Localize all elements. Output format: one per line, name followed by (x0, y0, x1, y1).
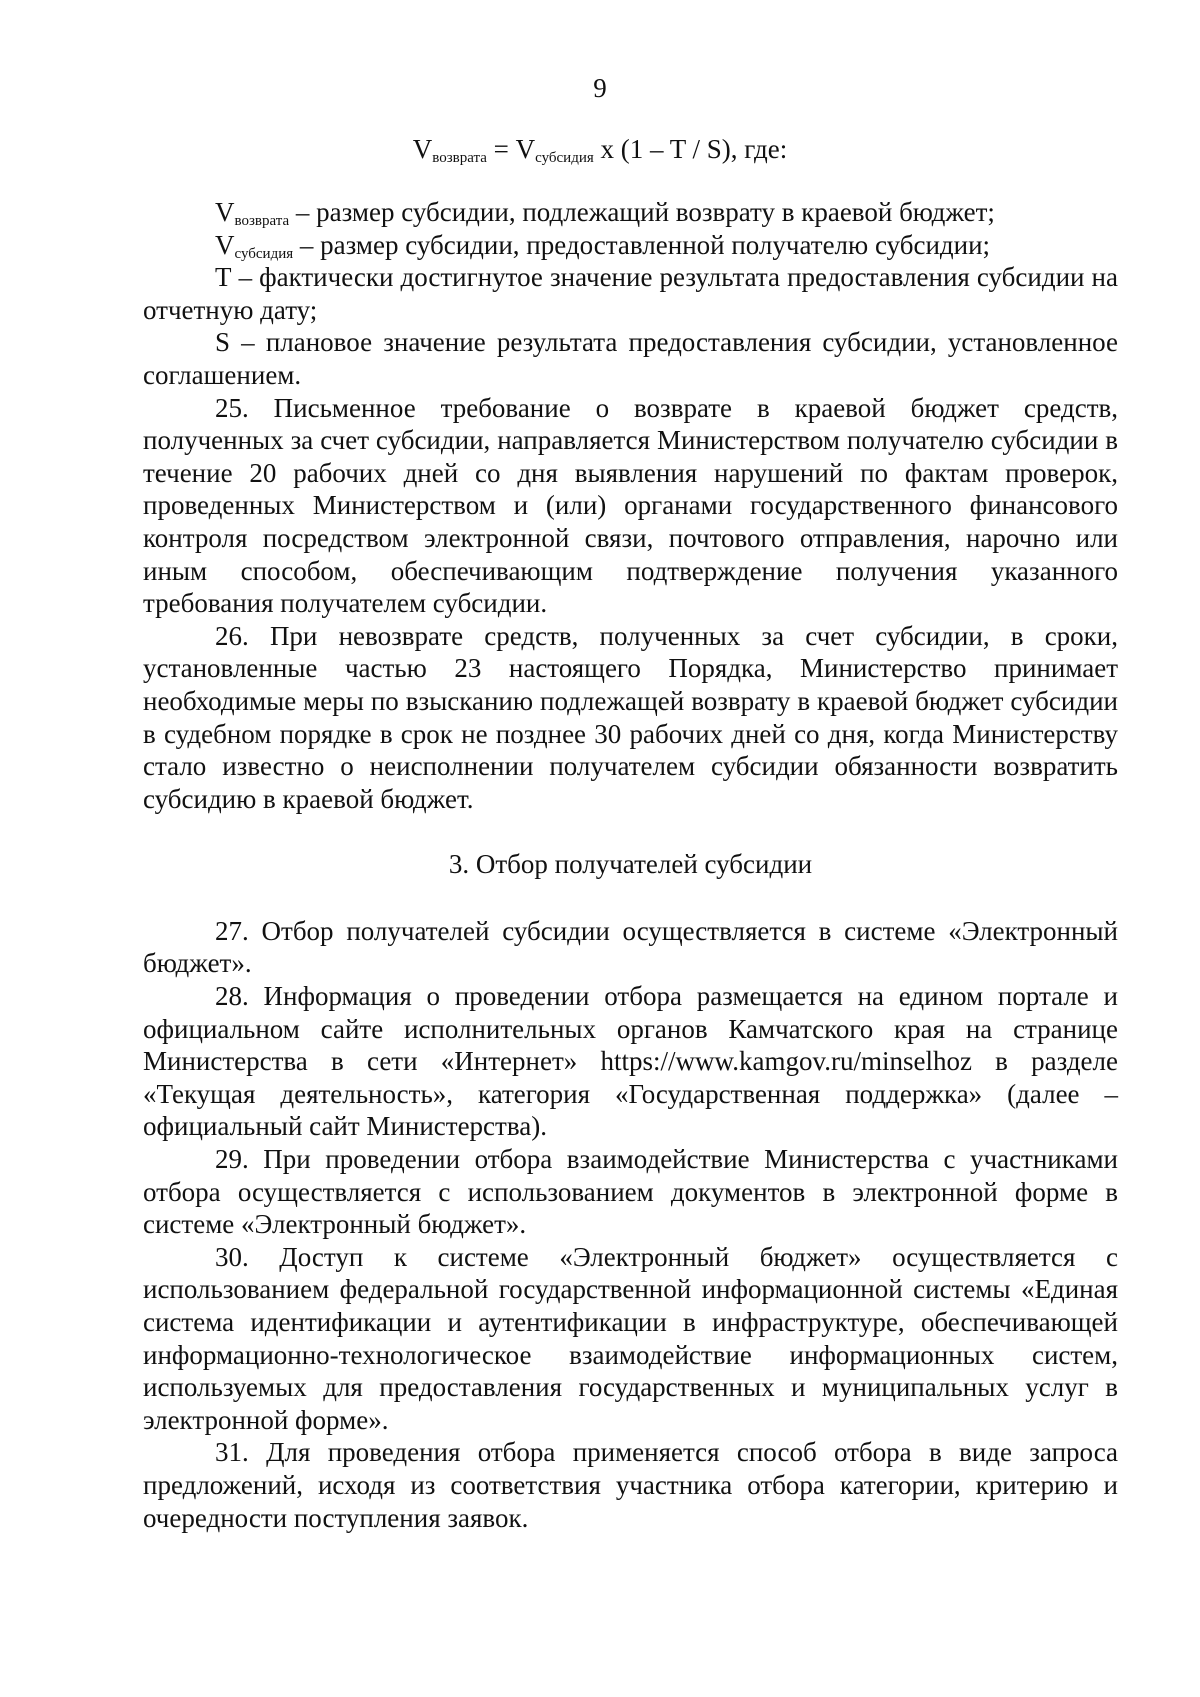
formula-rest: x (1 – T / S), где: (593, 134, 788, 164)
spacer (143, 881, 1118, 915)
paragraph-27: 27. Отбор получателей субсидии осуществляется в системе «Электронный бюджет». (143, 915, 1118, 979)
page-number: 9 (593, 73, 607, 103)
return-formula (0, 132, 1200, 166)
formula-v-return: $V_{возврата}$ (412, 134, 487, 166)
definition-v-subsidy: $V_{субсидия}$ – размер субсидии, предоставленной получателю субсидии; (215, 229, 991, 262)
formula-equals: = (486, 134, 516, 164)
definition-v-return: $V_{возврата}$ – размер субсидии, подлежащий возврату в краевой бюджет; (215, 197, 995, 229)
definition-t: Т – фактически достигнутое значение результата предоставления субсидии на отчетную дату; (143, 262, 1118, 325)
paragraph-29: 29. При проведении отбора взаимодействие Министерства с участниками отбора осуществляется с использованием документов в электронной форме в системе «Электронный бюджет». (143, 1144, 1118, 1240)
document-body (143, 196, 1118, 1534)
paragraph-26: 26. При невозврате средств, полученных за счет субсидии, в сроки, установленные частью 23 настоящего Порядка, Министерство принимает необходимые меры по взысканию подлежащей возврату в краевой бюджет субсидии в судебном порядке в срок не позднее 30 рабочих дней со дня, когда Министерству стало известно о неисполнении получателем субсидии обязанности возвратить субсидию в краевой бюджет. (143, 620, 1118, 814)
section-title: 3. Отбор получателей субсидии (448, 849, 813, 880)
paragraph-28: 28. Информация о проведении отбора размещается на едином портале и официальном сайте исполнительных органов Камчатского края на странице Министерства в сети «Интернет» https://www.kamgov.ru/minselhoz в разделе «Текущая деятельность», категория «Государственная поддержка» (далее – официальный сайт Министерства). (143, 981, 1118, 1142)
definition-s: S – плановое значение результата предоставления субсидии, установленное соглашением. (143, 327, 1118, 390)
paragraph-25: 25. Письменное требование о возврате в краевой бюджет средств, полученных за счет субсидии, направляется Министерством получателю субсидии в течение 20 рабочих дней со дня выявления нарушений по фактам проверок, проведенных Министерством и (или) органами государственного финансового контроля посредством электронной связи, почтового отправления, нарочно или иным способом, обеспечивающим подтверждение получения указанного требования получателем субсидии. (143, 392, 1118, 619)
formula-sub-subsidy: субсидия (535, 150, 594, 166)
formula-sub-return: возврата (432, 150, 487, 166)
paragraph-31: 31. Для проведения отбора применяется способ отбора в виде запроса предложений, исходя из соответствия участника отбора категории, критерию и очередности поступления заявок. (143, 1437, 1118, 1533)
paragraph-30: 30. Доступ к системе «Электронный бюджет» осуществляется с использованием федеральной государственной информационной системы «Единая система идентификации и аутентификации в инфраструктуре, обеспечивающей информационно-технологическое взаимодействие информационных систем, используемых для предоставления государственных и муниципальных услуг в электронной форме». (143, 1241, 1118, 1435)
formula-v-subsidy: $V_{субсидия}$ (515, 134, 594, 166)
spacer (143, 815, 1118, 848)
